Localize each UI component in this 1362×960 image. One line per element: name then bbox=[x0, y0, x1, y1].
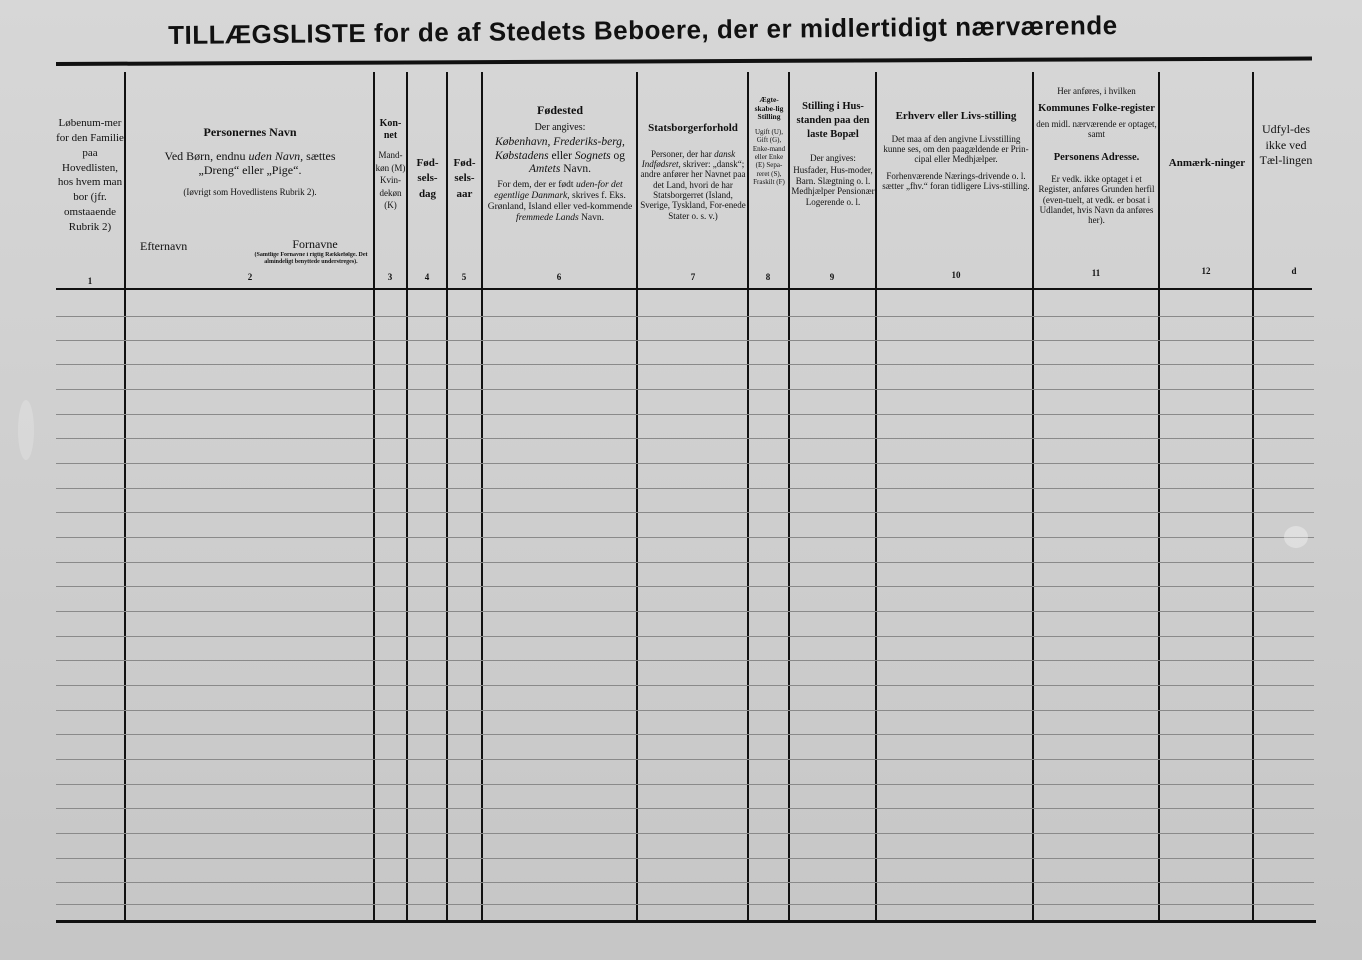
folkeregister-heading: Kommunes Folke-register bbox=[1038, 103, 1155, 115]
header-rule bbox=[56, 288, 1312, 290]
entry-row-line bbox=[56, 562, 1314, 563]
fodested-plain1: eller bbox=[551, 149, 572, 162]
navn-line2: „Dreng“ eller „Pige“. bbox=[198, 162, 302, 177]
fodested-italic4: uden-for det egentlige Danmark, bbox=[494, 179, 623, 201]
column-number: 7 bbox=[690, 272, 696, 282]
entry-row-line bbox=[56, 316, 1314, 317]
entry-row-line bbox=[56, 858, 1314, 859]
anmaerk-heading: Anmærk-ninger bbox=[1168, 157, 1246, 169]
column-divider bbox=[636, 72, 638, 922]
column-number: 11 bbox=[1091, 268, 1101, 278]
column-number: 10 bbox=[951, 270, 961, 280]
entry-row-line bbox=[56, 833, 1314, 834]
fodested-text3: skrives f. Eks. Grønland, Island eller ved-kommende bbox=[487, 190, 633, 212]
entry-row-line bbox=[56, 904, 1314, 905]
column-number: 9 bbox=[829, 272, 835, 282]
navn-line1-italic: uden Navn, bbox=[248, 148, 304, 163]
column-divider bbox=[481, 72, 483, 922]
paper-smudge bbox=[1284, 526, 1308, 548]
folkeregister-text2: Er vedk. ikke optaget i et Register, anføres Grunden herfil (even-tuelt, at vedk. er bosat i Udlandet, hvis Navn da anføres her). bbox=[1038, 173, 1155, 226]
column-divider bbox=[788, 72, 790, 922]
entry-row-line bbox=[56, 414, 1314, 415]
column-number: 1 bbox=[87, 276, 93, 286]
entry-row-line bbox=[56, 636, 1314, 637]
entry-row-line bbox=[56, 759, 1314, 760]
header-stilling-husstand bbox=[791, 100, 875, 208]
column-divider bbox=[124, 72, 126, 922]
header-folkeregister bbox=[1035, 86, 1158, 226]
header-anmaerkninger bbox=[1162, 156, 1252, 170]
entry-row-line bbox=[56, 463, 1314, 464]
column-number: 5 bbox=[461, 272, 467, 282]
column-number: 2 bbox=[247, 272, 253, 282]
fodested-italic1: København, Frederiks-berg, Købstadens bbox=[494, 136, 625, 162]
fodested-italic2: Sognets bbox=[574, 149, 611, 162]
erhverv-text2: Forhenværende Nærings-drivende o. l. sætter „fhv.“ foran tidligere Livs-stilling. bbox=[882, 170, 1030, 191]
entry-row-line bbox=[56, 488, 1314, 489]
column-number: 8 bbox=[765, 272, 771, 282]
stilling-sub: Der angives: bbox=[810, 152, 856, 163]
column-number: 4 bbox=[424, 272, 430, 282]
stilling-heading: Stilling i Hus-standen paa den laste Bopæl bbox=[796, 101, 870, 141]
aegteskab-text: Ugift (U), Gift (G), Enke-mand eller Enke (E) Sepa-reret (S), Fraskilt (F) bbox=[752, 127, 786, 187]
column-divider bbox=[1158, 72, 1160, 922]
lobenummer-text: Løbenum-mer for den Familie paa Hovedlisten, hos hvem man bor (jfr. omstaaende Rubrik 2) bbox=[56, 117, 124, 233]
statsborger-text2: skriver: „dansk“; andre anfører her Navnet paa det Land, hvori de har Statsborgerret (Island, Sverige, Tyskland, For-enede Stater o. s. v.) bbox=[640, 158, 746, 221]
fodested-plain2: og bbox=[613, 149, 625, 162]
entry-row-line bbox=[56, 340, 1314, 341]
udfyldes-text: Udfyl-des ikke ved Tæl-lingen bbox=[1259, 122, 1313, 168]
aegteskab-heading: Ægte-skabe-lig Stilling bbox=[754, 96, 784, 122]
entry-row-line bbox=[56, 364, 1314, 365]
stilling-text: Husfader, Hus-moder, Barn. Slægtning o. l. Medhjælper Pensionær Logerende o. l. bbox=[791, 164, 875, 208]
entry-row-line bbox=[56, 389, 1314, 390]
statsborger-heading: Statsborgerforhold bbox=[648, 122, 738, 134]
navn-note: (Iøvrigt som Hovedlistens Rubrik 2). bbox=[183, 187, 317, 198]
fornavne-label: Fornavne bbox=[292, 238, 338, 251]
entry-row-line bbox=[56, 512, 1314, 513]
folkeregister-text1: den midl. nærværende er optaget, samt bbox=[1036, 118, 1157, 139]
entry-row-line bbox=[56, 882, 1314, 883]
fodested-text4: Navn. bbox=[581, 212, 605, 223]
efternavn-label: Efternavn bbox=[140, 240, 188, 253]
header-udfyldes bbox=[1256, 122, 1316, 169]
fodselsaar-heading: Fød-sels-aar bbox=[453, 157, 476, 200]
erhverv-text1: Det maa af den angivne Livsstilling kunne ses, om den paagældende er Prin-cipal eller Medhjælper. bbox=[883, 133, 1029, 165]
header-aegteskabelig bbox=[750, 96, 788, 187]
fodested-sub: Der angives: bbox=[534, 121, 586, 133]
column-divider bbox=[747, 72, 749, 922]
erhverv-heading: Erhverv eller Livs-stilling bbox=[895, 110, 1017, 122]
entry-row-line bbox=[56, 611, 1314, 612]
fodested-italic5: fremmede Lands bbox=[515, 212, 579, 223]
entry-row-line bbox=[56, 734, 1314, 735]
navn-heading: Personernes Navn bbox=[203, 126, 297, 139]
column-divider bbox=[1252, 72, 1254, 922]
paper-smudge bbox=[18, 400, 34, 460]
header-fodselsdag bbox=[409, 156, 446, 202]
header-lobenummer bbox=[56, 116, 124, 235]
navn-line1-end: sættes bbox=[306, 148, 336, 163]
bottom-rule bbox=[56, 920, 1316, 923]
navn-line1: Ved Børn, endnu bbox=[164, 148, 246, 163]
konnet-text: Mand-køn (M) Kvin-dekøn (K) bbox=[375, 150, 406, 211]
header-erhverv bbox=[880, 108, 1032, 191]
fornavne-note: (Samtlige Fornavne i rigtig Rækkefølge. Det almindeligt benyttede understreges). bbox=[254, 252, 368, 265]
entry-row-line bbox=[56, 710, 1314, 711]
statsborger-text1: Personer, der har bbox=[650, 148, 712, 159]
column-number: d bbox=[1291, 266, 1297, 276]
fodested-heading: Fødested bbox=[537, 104, 583, 117]
header-konnet bbox=[375, 118, 406, 212]
fodested-italic3: Amtets bbox=[529, 162, 561, 175]
column-number: 12 bbox=[1201, 266, 1211, 276]
header-statsborgerforhold bbox=[639, 122, 747, 221]
column-divider bbox=[875, 72, 877, 922]
entry-row-line bbox=[56, 537, 1314, 538]
column-divider bbox=[1032, 72, 1034, 922]
fodested-text2: For dem, der er født bbox=[497, 179, 574, 190]
entry-row-line bbox=[56, 685, 1314, 686]
entry-row-line bbox=[56, 660, 1314, 661]
column-number: 6 bbox=[556, 272, 562, 282]
fodselsdag-heading: Fød-sels-dag bbox=[416, 157, 439, 200]
header-fodselsaar bbox=[448, 156, 481, 202]
entry-row-line bbox=[56, 784, 1314, 785]
entry-row-line bbox=[56, 586, 1314, 587]
header-personernes-navn bbox=[128, 126, 372, 198]
adresse-heading: Personens Adresse. bbox=[1053, 151, 1140, 163]
column-divider bbox=[406, 72, 408, 922]
form-title: TILLÆGSLISTE for de af Stedets Beboere, der er midlertidigt nærværende bbox=[168, 10, 1118, 50]
fodested-plain3: Navn. bbox=[563, 162, 591, 175]
column-number: 3 bbox=[387, 272, 393, 282]
entry-row-line bbox=[56, 808, 1314, 809]
statsborger-italic: dansk Indfødsret, bbox=[641, 148, 736, 169]
entry-row-line bbox=[56, 438, 1314, 439]
konnet-heading: Kon-net bbox=[379, 118, 402, 141]
header-fodested bbox=[485, 104, 635, 224]
top-rule bbox=[56, 57, 1312, 66]
folkeregister-text0: Her anføres, i hvilken bbox=[1057, 86, 1136, 96]
